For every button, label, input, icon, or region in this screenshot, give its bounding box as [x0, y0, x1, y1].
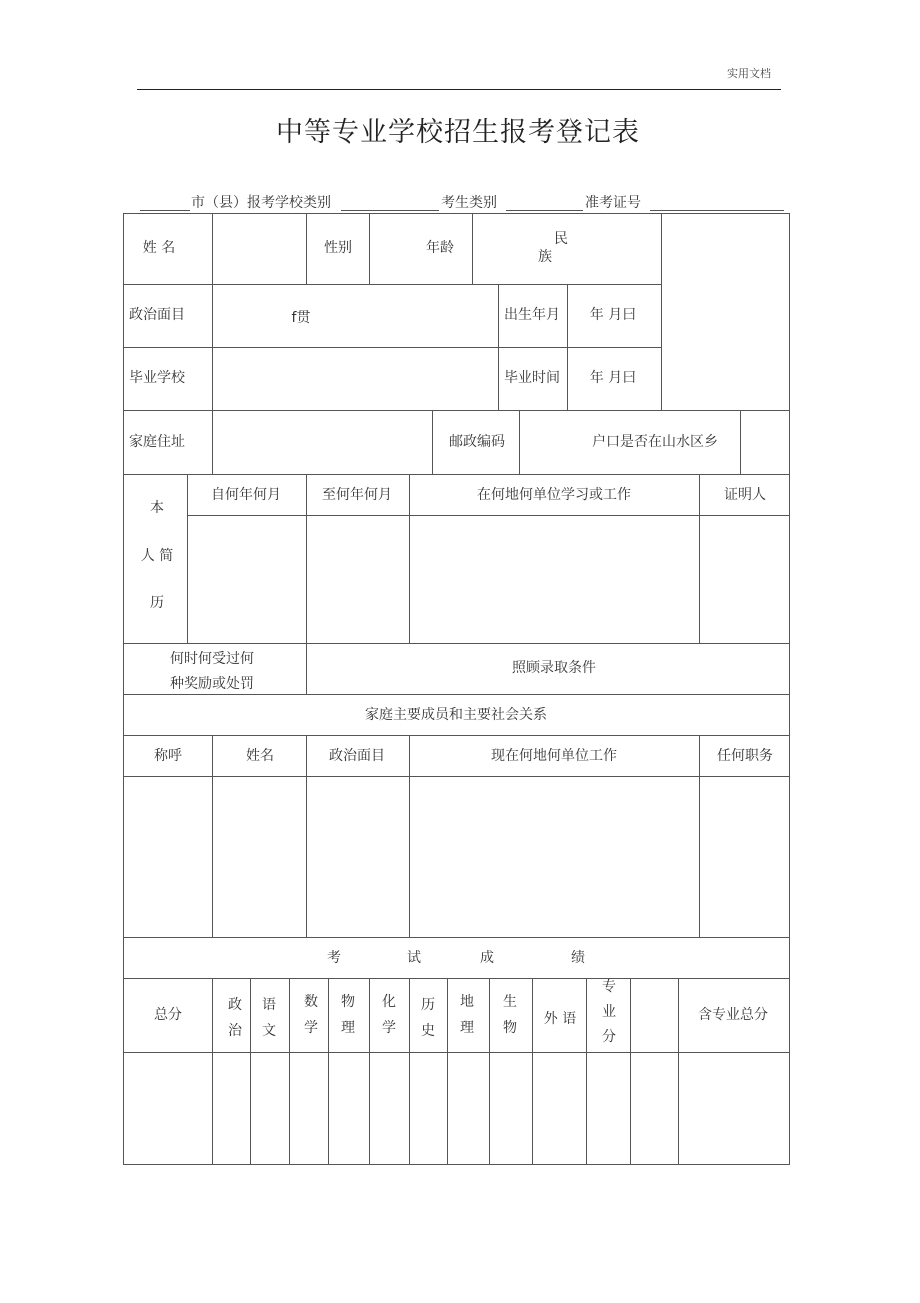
column-line — [212, 213, 213, 475]
ethnicity-label-bottom: 族 — [538, 249, 552, 265]
column-line — [630, 978, 631, 1165]
scores-title-char: 试 — [407, 950, 421, 966]
ticket-number-label: 准考证号 — [585, 195, 641, 211]
column-line — [187, 474, 188, 644]
row-line — [123, 284, 661, 285]
scores-title-char: 考 — [327, 950, 341, 966]
age-label: 年龄 — [426, 240, 454, 256]
postal-code-label: 邮政编码 — [449, 434, 505, 450]
column-line — [661, 213, 662, 411]
table-left-border — [123, 213, 124, 1165]
subject-major-header: 业 — [602, 1004, 616, 1020]
subject-chinese-header: 语 — [262, 997, 276, 1013]
graduation-time-value[interactable]: 年 月曰 — [589, 370, 637, 386]
column-line — [409, 735, 410, 938]
native-place-label: f贯 — [291, 310, 311, 326]
header-rule — [137, 89, 781, 90]
subject-foreign-language-header: 外 语 — [543, 1011, 577, 1027]
ethnicity-label-top: 民 — [554, 231, 568, 247]
column-line — [498, 284, 499, 411]
subject-history-header: 史 — [421, 1023, 435, 1039]
scores-title-char: 绩 — [571, 950, 585, 966]
subject-geography-header: 理 — [460, 1020, 474, 1036]
subject-physics-header: 物 — [341, 994, 355, 1010]
column-line — [586, 978, 587, 1165]
total-with-major-header: 含专业总分 — [698, 1007, 768, 1023]
name-label: 姓 名 — [142, 240, 176, 256]
subject-chinese-header: 文 — [262, 1023, 276, 1039]
resume-place-header: 在何地何单位学习或工作 — [477, 487, 631, 503]
scores-title-char: 成 — [480, 950, 494, 966]
family-political-header: 政治面目 — [329, 748, 385, 764]
resume-to-header: 至何年何月 — [322, 487, 392, 503]
subject-math-header: 数 — [304, 994, 318, 1010]
column-line — [369, 978, 370, 1165]
city-county-blank[interactable] — [140, 210, 190, 211]
column-line — [409, 474, 410, 644]
birth-date-label: 出生年月 — [504, 307, 560, 323]
column-line — [328, 978, 329, 1165]
family-section-title: 家庭主要成员和主要社会关系 — [365, 707, 547, 723]
subject-major-header: 专 — [602, 979, 616, 995]
graduated-school-label: 毕业学校 — [129, 370, 185, 386]
school-category-blank[interactable] — [341, 210, 439, 211]
resume-from-header: 自何年何月 — [211, 487, 281, 503]
table-top-border — [123, 213, 790, 214]
subject-math-header: 学 — [304, 1020, 318, 1036]
document-label: 实用文档 — [727, 67, 771, 80]
form-title: 中等专业学校招生报考登记表 — [276, 117, 640, 148]
subject-chemistry-header: 学 — [382, 1020, 396, 1036]
column-line — [306, 735, 307, 938]
column-line — [432, 410, 433, 475]
candidate-type-blank[interactable] — [506, 210, 583, 211]
special-conditions-label: 照顾录取条件 — [512, 660, 596, 676]
resume-side-label: 本 — [150, 500, 164, 516]
column-line — [306, 213, 307, 285]
subject-major-header: 分 — [602, 1029, 616, 1045]
subject-politics-header: 政 — [228, 997, 242, 1013]
table-bottom-border — [123, 1164, 790, 1165]
row-line — [123, 694, 790, 695]
row-line — [123, 776, 790, 777]
rewards-label-line1: 何时何受过何 — [170, 651, 254, 667]
subject-biology-header: 物 — [503, 1020, 517, 1036]
column-line — [519, 410, 520, 475]
column-line — [567, 284, 568, 411]
column-line — [369, 213, 370, 285]
subject-chemistry-header: 化 — [382, 994, 396, 1010]
column-line — [250, 978, 251, 1165]
resume-witness-header: 证明人 — [724, 487, 766, 503]
row-line — [123, 410, 790, 411]
column-line — [289, 978, 290, 1165]
row-line — [123, 735, 790, 736]
column-line — [699, 474, 700, 644]
resume-side-label: 历 — [150, 595, 164, 611]
rewards-label-line2: 种奖励或处罚 — [170, 676, 254, 692]
family-relation-header: 称呼 — [154, 748, 182, 764]
ticket-number-blank[interactable] — [650, 210, 784, 211]
table-right-border — [789, 213, 790, 1165]
column-line — [532, 978, 533, 1165]
row-line — [123, 937, 790, 938]
gender-label: 性别 — [324, 240, 352, 256]
resume-side-label: 人 简 — [140, 548, 174, 564]
column-line — [740, 410, 741, 475]
birth-date-value[interactable]: 年 月曰 — [589, 307, 637, 323]
political-status-label: 政治面目 — [129, 307, 185, 323]
subject-politics-header: 治 — [228, 1023, 242, 1039]
row-line — [123, 474, 790, 475]
column-line — [699, 735, 700, 938]
city-county-label: 市（县）报考学校类别 — [191, 195, 331, 211]
column-line — [212, 735, 213, 938]
subject-geography-header: 地 — [460, 994, 474, 1010]
row-line — [123, 978, 790, 979]
column-line — [409, 978, 410, 1165]
family-workplace-header: 现在何地何单位工作 — [491, 748, 617, 764]
row-line — [123, 347, 661, 348]
column-line — [212, 978, 213, 1165]
total-score-header: 总分 — [154, 1007, 182, 1023]
home-address-label: 家庭住址 — [129, 434, 185, 450]
subject-history-header: 历 — [421, 997, 435, 1013]
subject-biology-header: 生 — [503, 994, 517, 1010]
hukou-mountain-area-label: 户口是否在山水区乡 — [592, 434, 718, 450]
column-line — [489, 978, 490, 1165]
candidate-type-label: 考生类别 — [441, 195, 497, 211]
row-line — [123, 643, 790, 644]
row-line — [123, 1052, 790, 1053]
column-line — [472, 213, 473, 285]
family-name-header: 姓名 — [246, 748, 274, 764]
subject-physics-header: 理 — [341, 1020, 355, 1036]
family-position-header: 任何职务 — [717, 748, 773, 764]
column-line — [306, 474, 307, 695]
column-line — [678, 978, 679, 1165]
column-line — [447, 978, 448, 1165]
graduation-time-label: 毕业时间 — [504, 370, 560, 386]
